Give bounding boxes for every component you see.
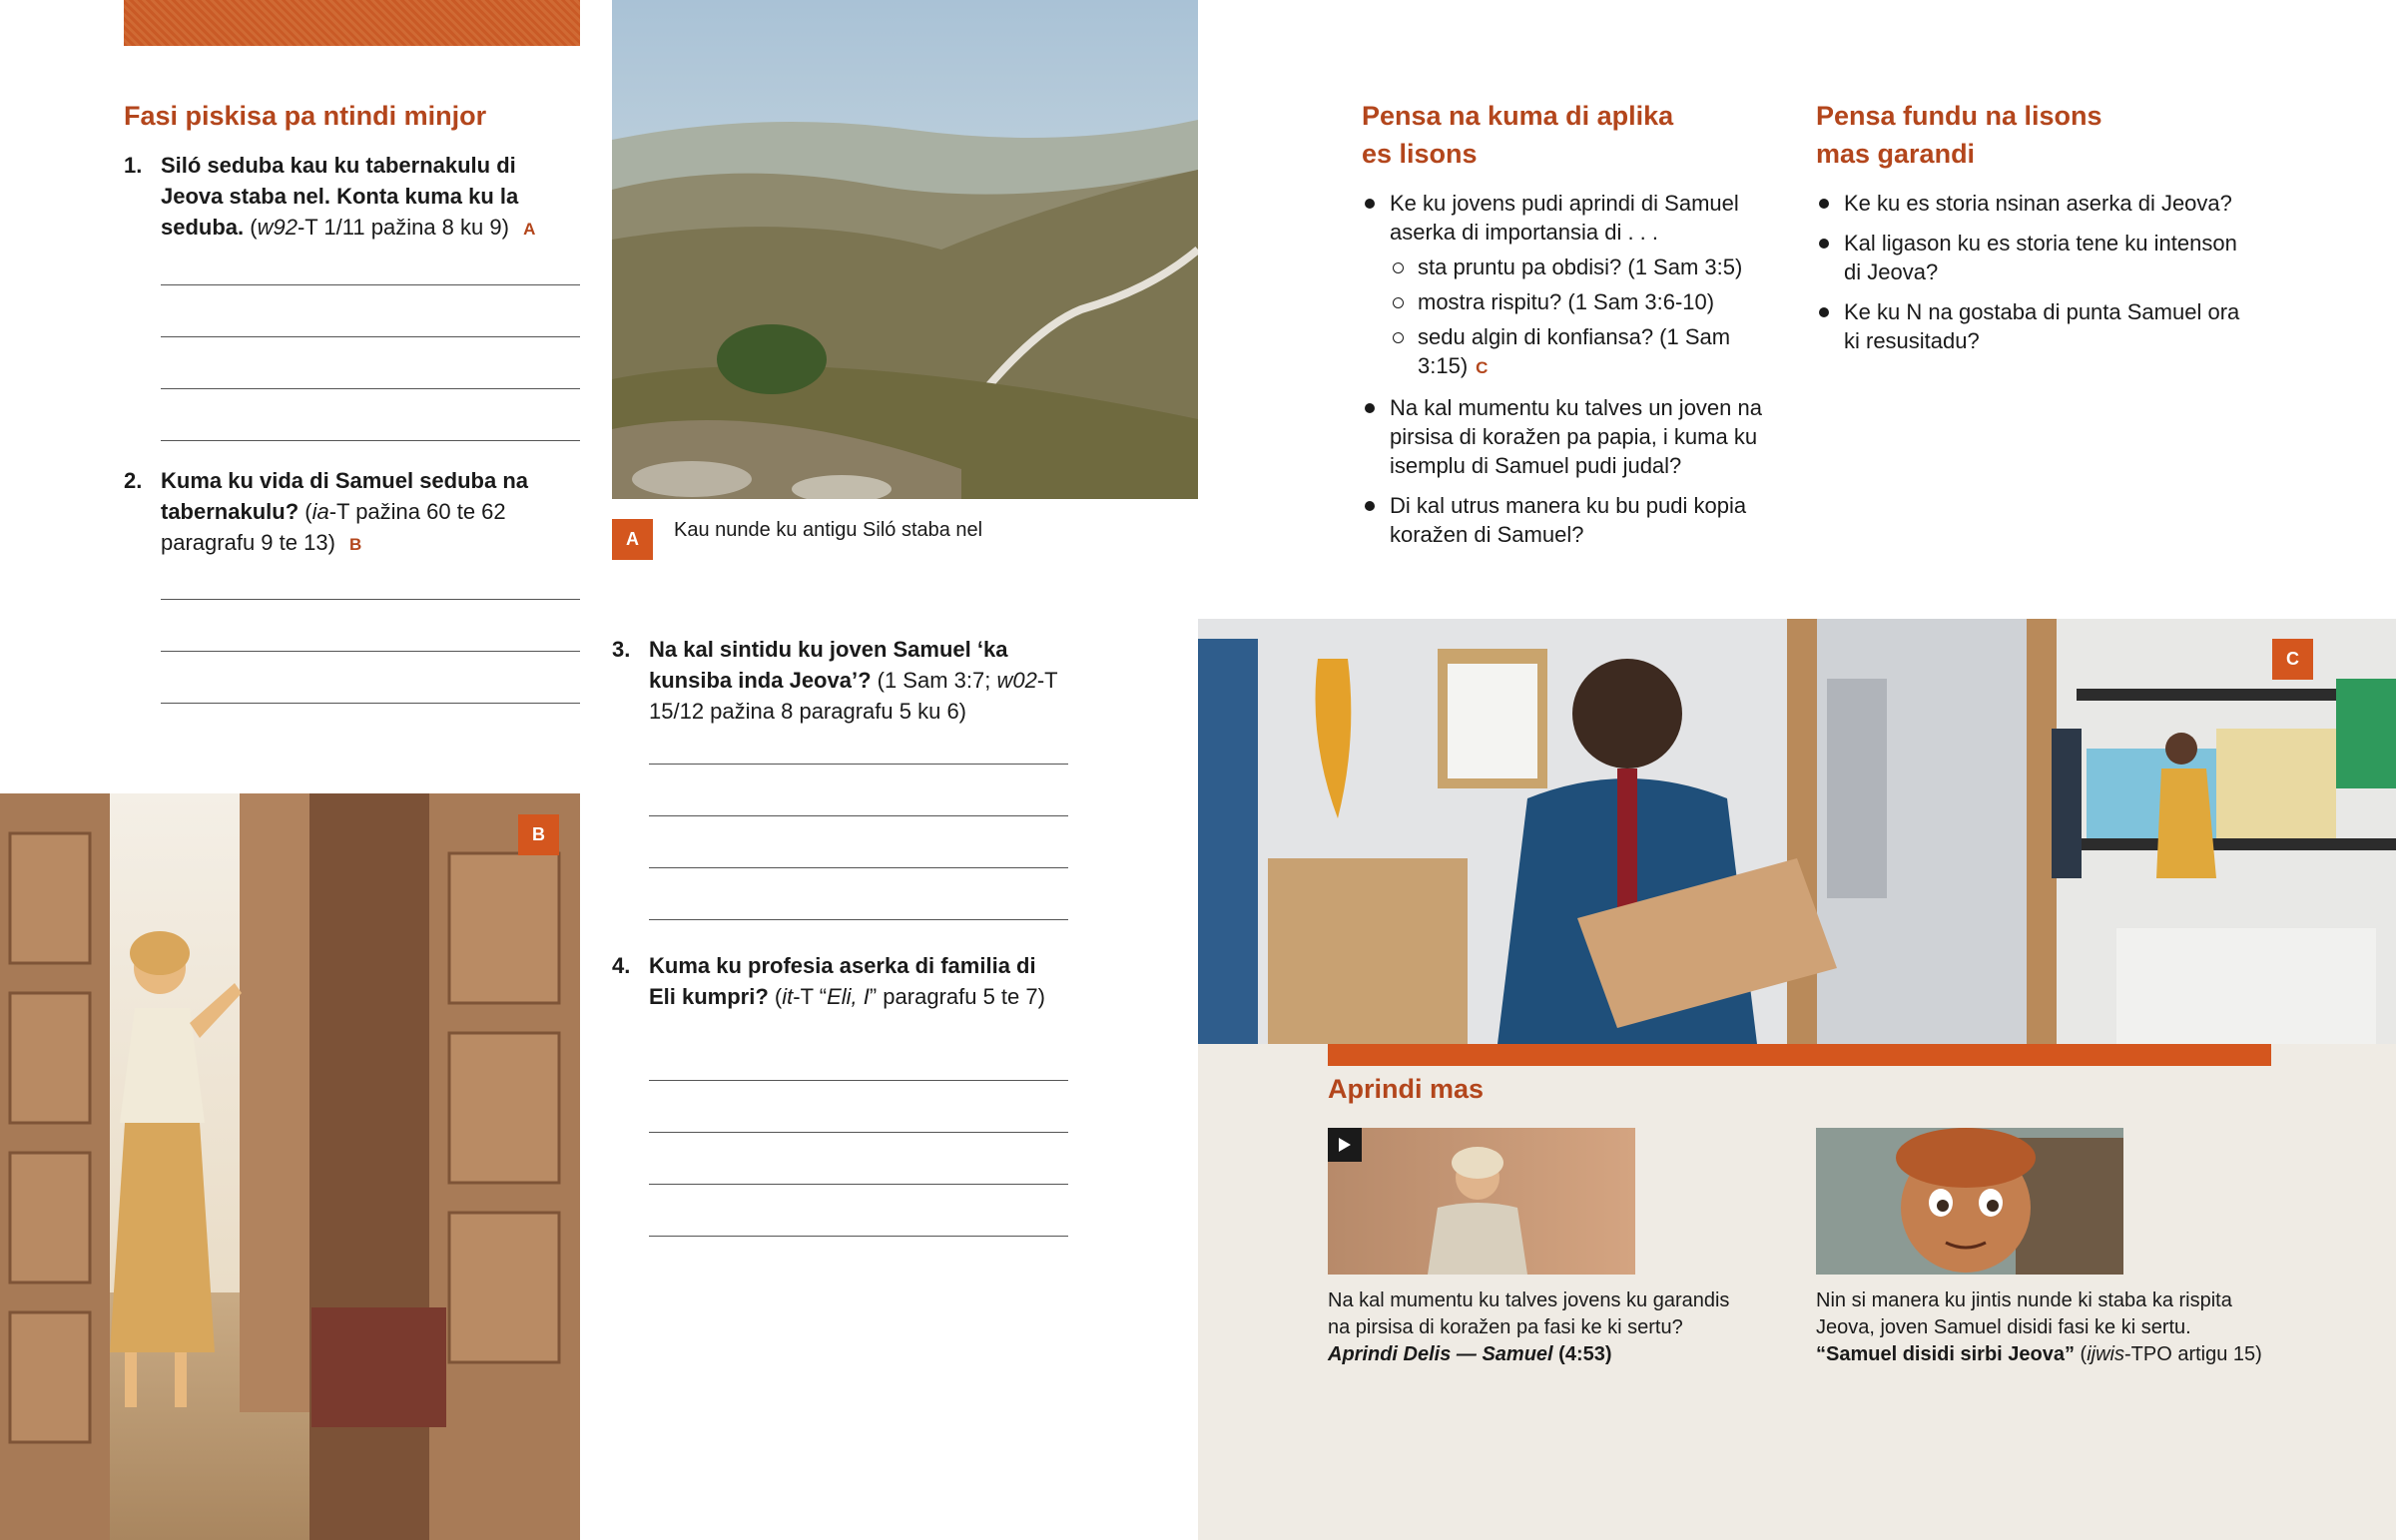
- question-text: Siló seduba kau ku tabernakulu di Jeova staba nel. Konta kuma ku la seduba.: [161, 153, 519, 240]
- image-ref-letter: A: [523, 220, 536, 239]
- sub-list-item: sta pruntu pa obdisi? (1 Sam 3:5): [1390, 253, 1781, 281]
- question-text: Kuma ku vida di Samuel seduba na tabernakulu?: [161, 468, 528, 524]
- reference: (w92-T 1/11 pažina 8 ku 9): [250, 215, 509, 240]
- question-4: [612, 950, 1061, 1012]
- item-description: Nin si manera ku jintis nunde ki staba ka rispita Jeova, joven Samuel disidi fasi ke ki sertu.: [1816, 1289, 2232, 1338]
- photo-shiloh-landscape: [612, 0, 1198, 499]
- image-ref-letter: B: [349, 535, 362, 554]
- item-description: Na kal mumentu ku talves jovens ku garandis na pirsisa di koražen pa fasi ke ki sertu?: [1328, 1289, 1730, 1338]
- photo-caption: Kau nunde ku antigu Siló staba nel: [674, 519, 983, 541]
- learn-more-item-2: [1816, 1287, 2275, 1368]
- list-item: Kal ligason ku es storia tene ku intenson di Jeova?: [1816, 229, 2255, 286]
- question-number: 2.: [124, 468, 143, 493]
- answer-lines[interactable]: [649, 1080, 1068, 1287]
- sub-list-item: mostra rispitu? (1 Sam 3:6-10): [1390, 287, 1781, 316]
- item-source[interactable]: “Samuel disidi sirbi Jeova” (ijwis-TPO artigu 15): [1816, 1343, 2262, 1365]
- image-ref-letter: C: [1476, 358, 1489, 377]
- play-icon[interactable]: [1328, 1128, 1362, 1162]
- apply-list: [1362, 189, 1781, 560]
- question-1: [124, 150, 583, 245]
- question-text: Na kal sintidu ku joven Samuel ‘ka kunsiba inda Jeova’?: [649, 637, 1008, 693]
- apply-heading: Pensa na kuma di aplika es lisons: [1362, 101, 1674, 169]
- image-badge: A: [612, 519, 653, 560]
- illustration-samuel-door: [0, 793, 580, 1540]
- answer-lines[interactable]: [161, 284, 580, 492]
- list-item: Ke ku es storia nsinan aserka di Jeova?: [1816, 189, 2255, 218]
- list-item: Ke ku jovens pudi aprindi di Samuel aserka di importansia di . . . sta pruntu pa obdisi? (1 Sam 3:5) mostra rispitu? (1 Sam 3:6-10) sedu algin di konfiansa? (1 Sam 3:15) C: [1362, 189, 1781, 382]
- question-number: 3.: [612, 637, 631, 662]
- list-item: Na kal mumentu ku talves un joven na pirsisa di koražen pa papia, i kuma ku isemplu di Samuel pudi judal?: [1362, 393, 1781, 480]
- deep-list: [1816, 189, 2255, 366]
- image-badge: C: [2272, 639, 2313, 680]
- answer-lines[interactable]: [161, 599, 580, 755]
- section-heading-minor: Fasi piskisa pa ntindi minjor: [124, 101, 487, 131]
- answer-lines[interactable]: [649, 764, 1068, 971]
- question-2: [124, 465, 583, 560]
- photo-young-man-clipboard: [1198, 619, 2396, 1044]
- item-source[interactable]: Aprindi Delis — Samuel (4:53): [1328, 1343, 1612, 1365]
- accent-bar: [1328, 1044, 2271, 1066]
- learn-more-item-1: [1328, 1287, 1747, 1368]
- learn-more-heading: Aprindi mas: [1328, 1074, 1485, 1104]
- list-item: Ke ku N na gostaba di punta Samuel ora ki resusitadu?: [1816, 297, 2255, 355]
- deep-heading: Pensa fundu na lisons mas garandi: [1816, 101, 2102, 169]
- question-text: Kuma ku profesia aserka di familia di Eli kumpri?: [649, 953, 1036, 1009]
- list-item: Di kal utrus manera ku bu pudi kopia koražen di Samuel?: [1362, 491, 1781, 549]
- video-thumbnail[interactable]: [1328, 1128, 1635, 1275]
- question-number: 1.: [124, 153, 143, 178]
- reference: (ia-T pažina 60 te 62 paragrafu 9 te 13): [161, 499, 506, 555]
- reference: (it-T “Eli, I” paragrafu 5 te 7): [768, 984, 1045, 1009]
- top-texture-banner: [124, 0, 580, 46]
- question-number: 4.: [612, 953, 631, 978]
- question-3: [612, 634, 1061, 727]
- reference: (1 Sam 3:7; w02-T 15/12 pažina 8 paragrafu 5 ku 6): [649, 668, 1058, 724]
- article-thumbnail[interactable]: [1816, 1128, 2123, 1275]
- sub-list-item: sedu algin di konfiansa? (1 Sam 3:15) C: [1390, 322, 1781, 382]
- image-badge: B: [518, 814, 559, 855]
